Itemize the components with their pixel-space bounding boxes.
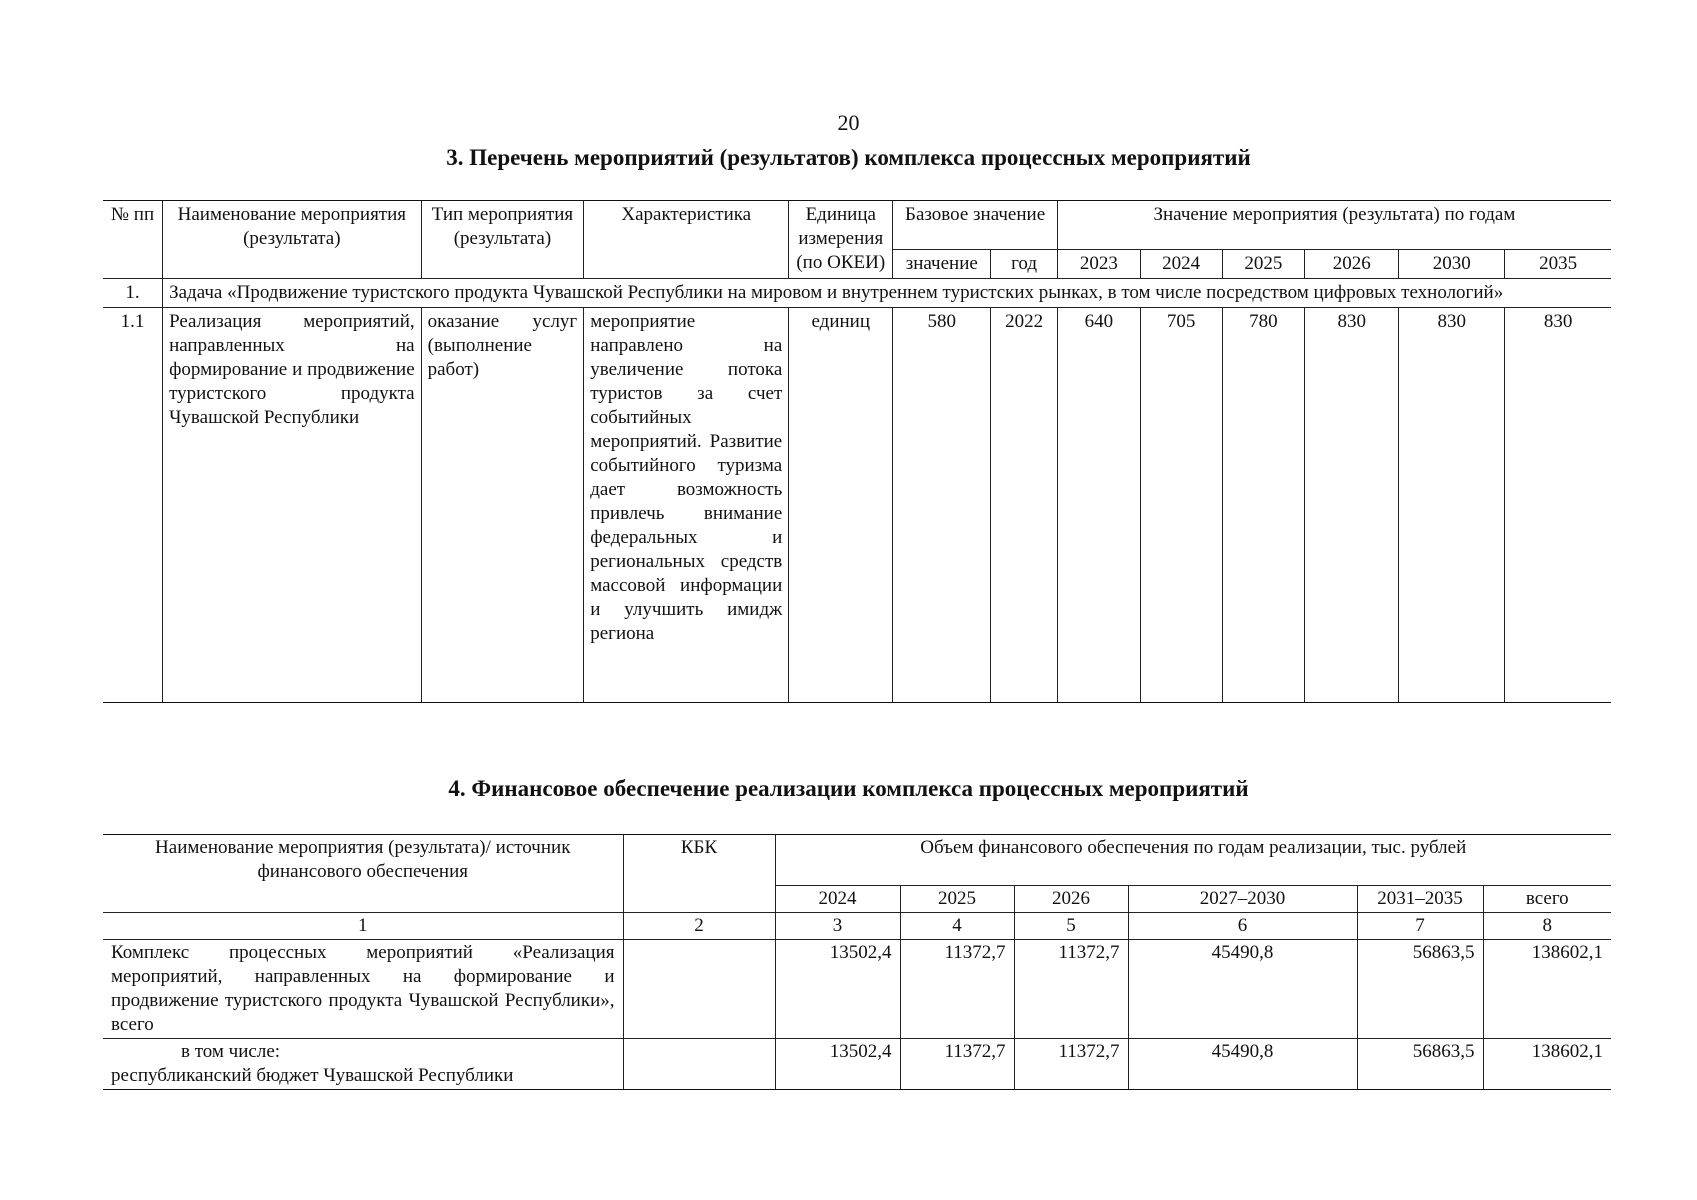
header-year: 2023 bbox=[1057, 250, 1140, 279]
row-value: 138602,1 bbox=[1483, 940, 1611, 1039]
financing-row-budget bbox=[103, 1039, 1611, 1090]
financing-table bbox=[103, 834, 1611, 1090]
item-name: Реализация мероприятий, направленных на формирование и продвижение туристского продукта Чувашской Республики bbox=[163, 308, 422, 703]
task-row bbox=[103, 279, 1611, 308]
col-number: 8 bbox=[1483, 913, 1611, 940]
header-base-value-sub: значение bbox=[893, 250, 991, 279]
header-year: 2026 bbox=[1014, 886, 1128, 913]
header-volume: Объем финансового обеспечения по годам реализации, тыс. рублей bbox=[775, 835, 1611, 886]
header-name-source: Наименование мероприятия (результата)/ источник финансового обеспечения bbox=[103, 835, 623, 913]
col-number: 6 bbox=[1128, 913, 1357, 940]
item-value: 830 bbox=[1399, 308, 1505, 703]
item-type: оказание услуг (выполнение работ) bbox=[421, 308, 584, 703]
header-unit: Единица измерения (по ОКЕИ) bbox=[789, 201, 893, 279]
row-value: 45490,8 bbox=[1128, 1039, 1357, 1090]
section-4-title: 4. Финансовое обеспечение реализации комплекса процессных мероприятий bbox=[448, 776, 1249, 801]
header-kbk: КБК bbox=[623, 835, 775, 913]
row-value: 11372,7 bbox=[1014, 940, 1128, 1039]
row-value: 56863,5 bbox=[1357, 940, 1483, 1039]
row-kbk bbox=[623, 940, 775, 1039]
row-value: 11372,7 bbox=[900, 940, 1014, 1039]
row-name-prefix: в том числе: bbox=[181, 1041, 281, 1062]
header-name: Наименование мероприятия (результата) bbox=[163, 201, 422, 279]
col-number: 3 bbox=[775, 913, 900, 940]
item-value: 830 bbox=[1505, 308, 1611, 703]
section-3-title: 3. Перечень мероприятий (результатов) комплекса процессных мероприятий bbox=[446, 145, 1251, 170]
item-value: 830 bbox=[1305, 308, 1399, 703]
header-year: 2024 bbox=[1140, 250, 1222, 279]
header-year: 2026 bbox=[1305, 250, 1399, 279]
header-year: 2030 bbox=[1399, 250, 1505, 279]
item-value: 780 bbox=[1222, 308, 1305, 703]
financing-row-total bbox=[103, 940, 1611, 1039]
item-characteristic: мероприятие направлено на увеличение потока туристов за счет событийных мероприятий. Развитие событийного туризма дает возможность привлечь внимание федеральных и региональных средств массовой информации и улучшить имидж региона bbox=[584, 308, 789, 703]
header-type: Тип мероприятия (результата) bbox=[421, 201, 584, 279]
row-kbk bbox=[623, 1039, 775, 1090]
task-num: 1. bbox=[103, 279, 163, 308]
header-year: 2035 bbox=[1505, 250, 1611, 279]
row-name: республиканский бюджет Чувашской Республики bbox=[111, 1065, 514, 1086]
row-value: 11372,7 bbox=[1014, 1039, 1128, 1090]
header-year: 2031–2035 bbox=[1357, 886, 1483, 913]
header-year: 2025 bbox=[900, 886, 1014, 913]
col-number: 7 bbox=[1357, 913, 1483, 940]
task-text: Задача «Продвижение туристского продукта Чувашской Республики на мировом и внутреннем туристских рынках, в том числе посредством цифровых технологий» bbox=[163, 279, 1611, 308]
col-number: 1 bbox=[103, 913, 623, 940]
row-value: 11372,7 bbox=[900, 1039, 1014, 1090]
item-base-year: 2022 bbox=[991, 308, 1058, 703]
item-base-value: 580 bbox=[893, 308, 991, 703]
header-year: 2027–2030 bbox=[1128, 886, 1357, 913]
row-value: 13502,4 bbox=[775, 940, 900, 1039]
header-values-by-years: Значение мероприятия (результата) по годам bbox=[1057, 201, 1611, 250]
item-row bbox=[103, 308, 1611, 703]
row-name: Комплекс процессных мероприятий «Реализация мероприятий, направленных на формирование и продвижение туристского продукта Чувашской Республики», всего bbox=[103, 940, 623, 1039]
item-value: 640 bbox=[1057, 308, 1140, 703]
row-value: 45490,8 bbox=[1128, 940, 1357, 1039]
item-unit: единиц bbox=[789, 308, 893, 703]
row-value: 138602,1 bbox=[1483, 1039, 1611, 1090]
page-number: 20 bbox=[837, 110, 860, 135]
item-num: 1.1 bbox=[103, 308, 163, 703]
header-characteristic: Характеристика bbox=[584, 201, 789, 279]
item-value: 705 bbox=[1140, 308, 1222, 703]
row-value: 13502,4 bbox=[775, 1039, 900, 1090]
header-year: всего bbox=[1483, 886, 1611, 913]
header-base-year-sub: год bbox=[991, 250, 1058, 279]
activities-table bbox=[103, 200, 1611, 703]
col-number: 2 bbox=[623, 913, 775, 940]
col-number: 5 bbox=[1014, 913, 1128, 940]
col-number: 4 bbox=[900, 913, 1014, 940]
header-base-value: Базовое значение bbox=[893, 201, 1058, 250]
header-year: 2025 bbox=[1222, 250, 1305, 279]
row-value: 56863,5 bbox=[1357, 1039, 1483, 1090]
header-year: 2024 bbox=[775, 886, 900, 913]
header-num: № пп bbox=[103, 201, 163, 279]
column-numbers-row bbox=[103, 913, 1611, 940]
